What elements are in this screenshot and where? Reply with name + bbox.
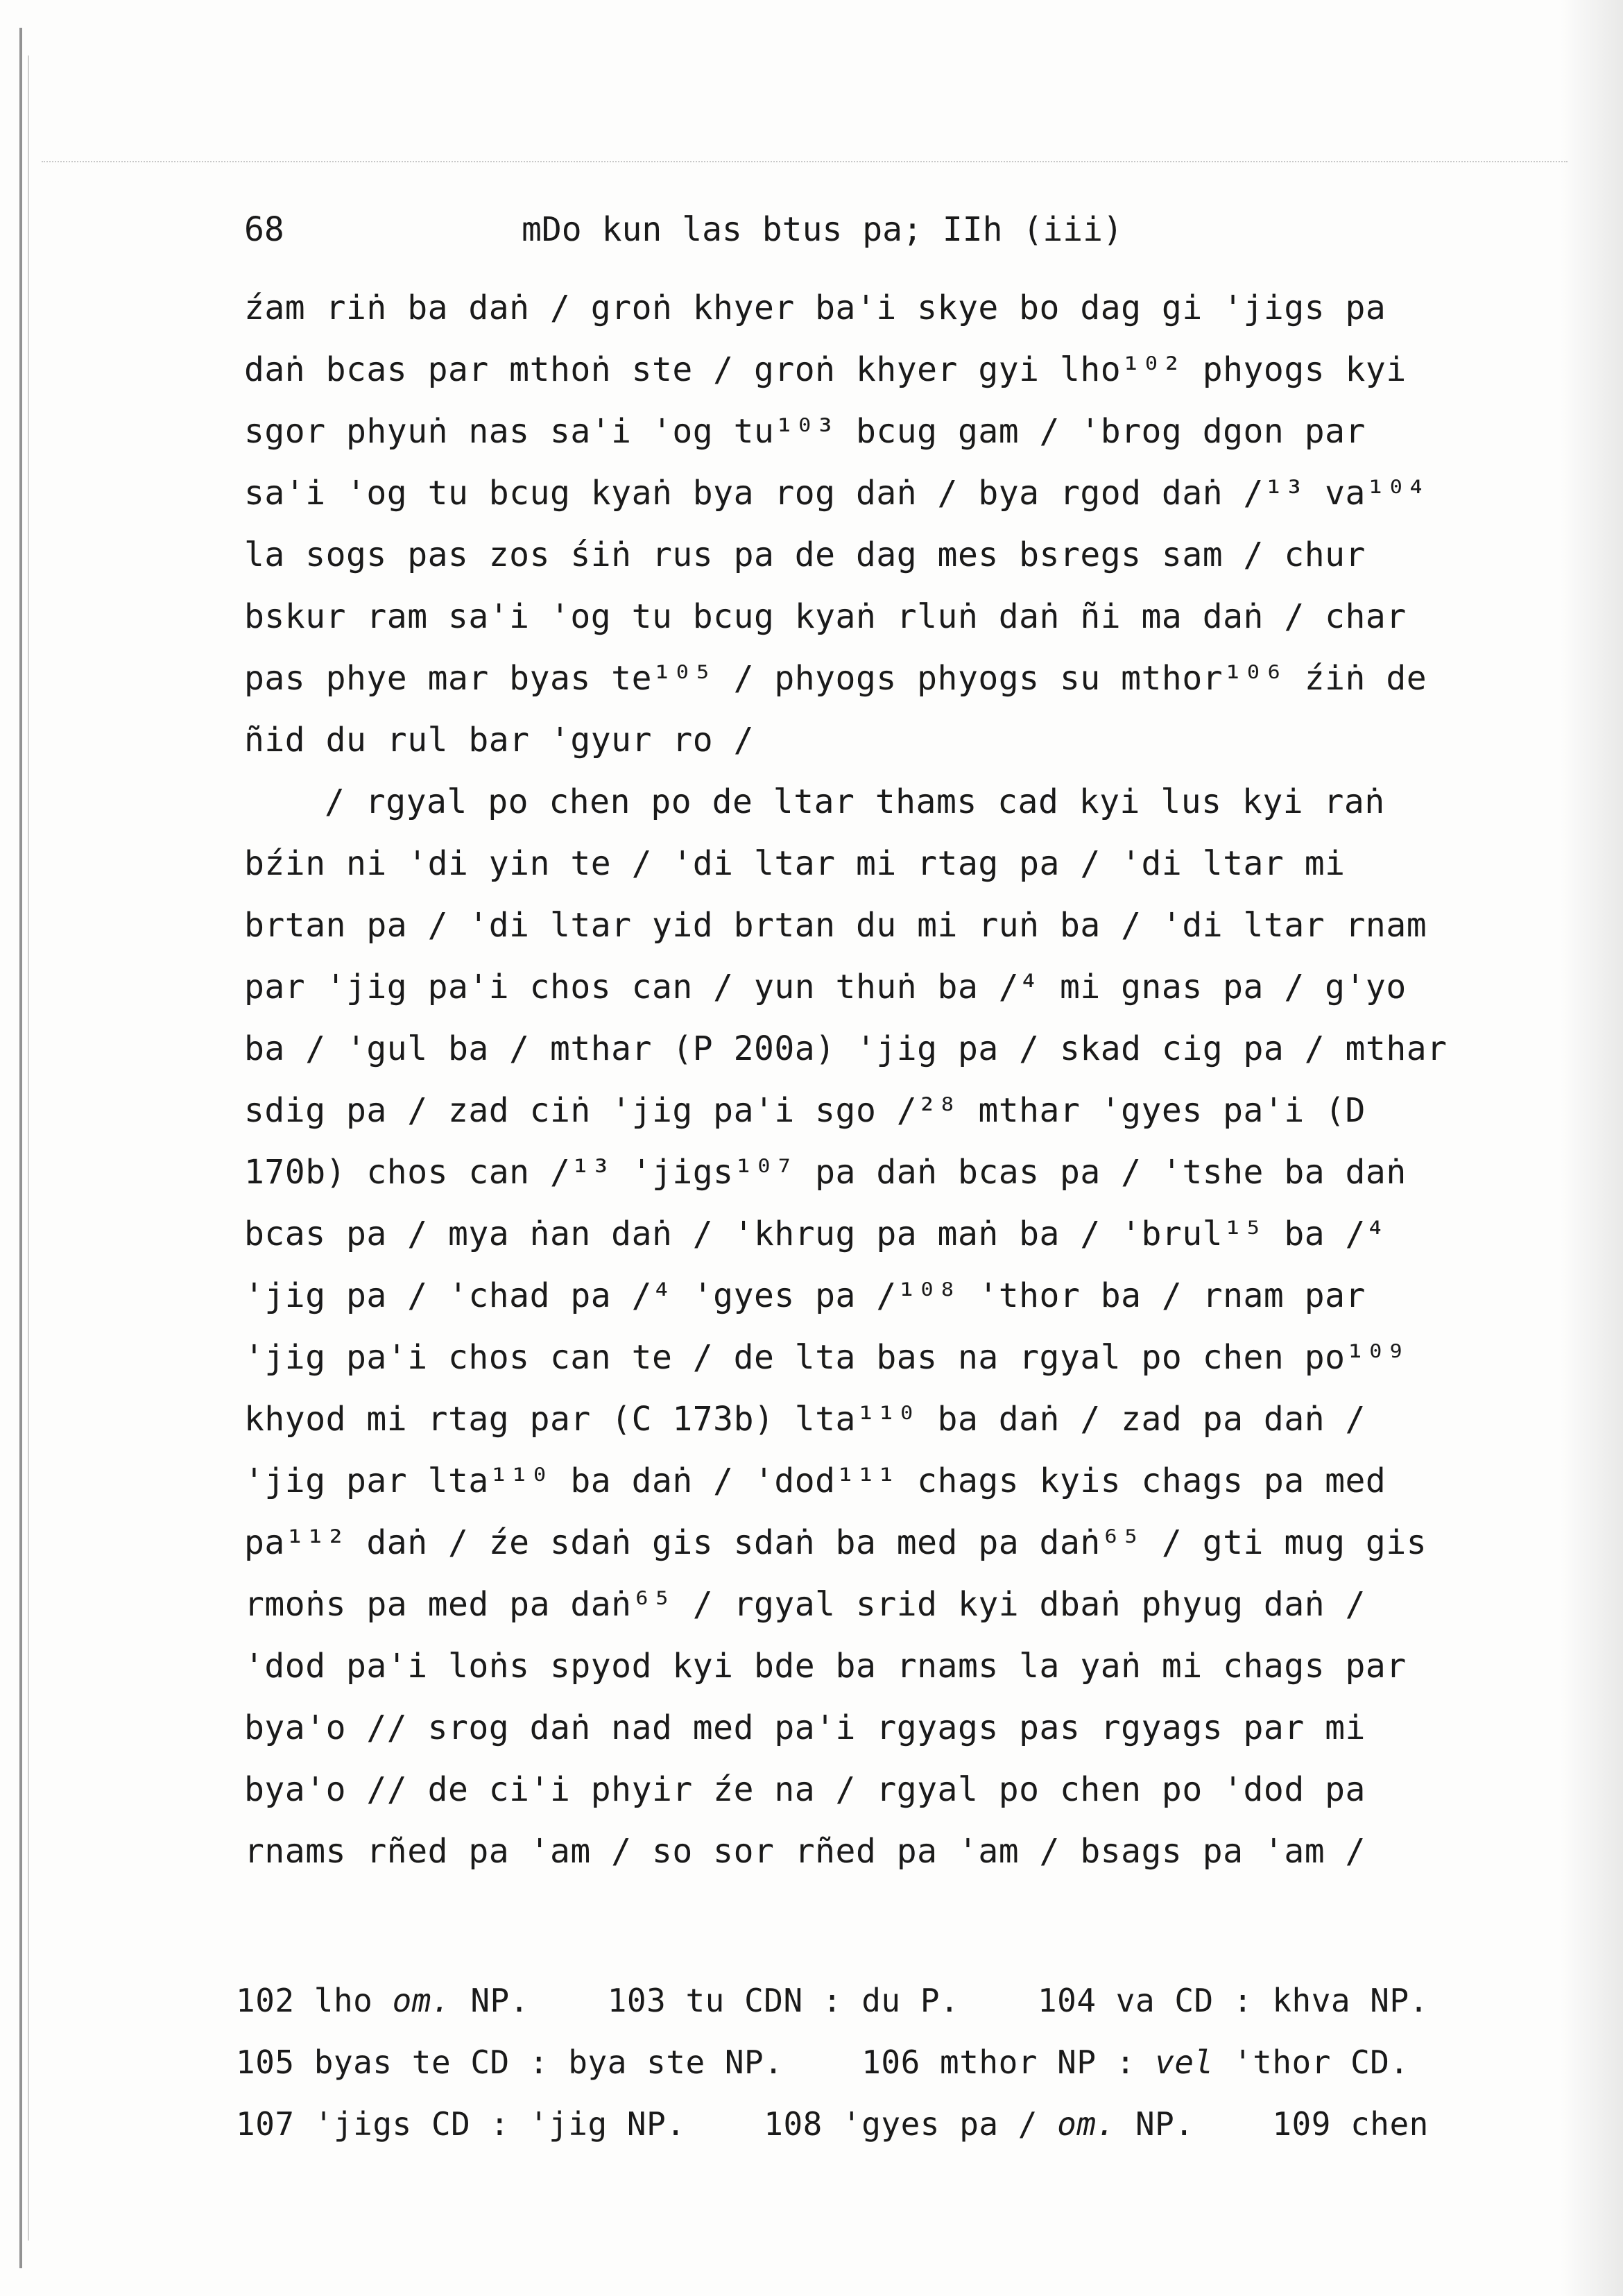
footnote-text: 102 lho	[236, 1982, 393, 2019]
footnote-variant: vel	[1155, 2044, 1214, 2081]
text-line: daṅ bcas par mthoṅ ste / groṅ khyer gyi lho¹⁰² phyogs kyi	[244, 350, 1407, 389]
page-edge-shade	[1561, 0, 1623, 2296]
text-line: brtan pa / 'di ltar yid brtan du mi ruṅ ba / 'di ltar rnam	[244, 906, 1427, 945]
footnote-line	[236, 2093, 1568, 2155]
text-line: rmoṅs pa med pa daṅ⁶⁵ / rgyal srid kyi dbaṅ phyug daṅ /	[244, 1585, 1366, 1624]
binding-shadow	[28, 55, 29, 2241]
text-line: rnams rñed pa 'am / so sor rñed pa 'am / bsags pa 'am /	[244, 1832, 1366, 1871]
text-line: khyod mi rtag par (C 173b) lta¹¹⁰ ba daṅ / zad pa daṅ /	[244, 1400, 1366, 1439]
running-head	[244, 205, 1123, 254]
footnote-text: 'thor CD.	[1213, 2044, 1409, 2081]
text-line: la sogs pas zos śiṅ rus pa de dag mes bsregs sam / chur	[244, 536, 1366, 574]
footnote-text: NP. 103 tu CDN : du P. 104 va CD : khva NP.	[451, 1982, 1429, 2019]
text-line: 'jig par lta¹¹⁰ ba daṅ / 'dod¹¹¹ chags kyis chags pa med	[244, 1462, 1386, 1500]
footnote-omission: om.	[1057, 2105, 1116, 2143]
footnote-text: 107 'jigs CD : 'jig NP. 108 'gyes pa /	[236, 2105, 1058, 2143]
text-line: źam riṅ ba daṅ / groṅ khyer ba'i skye bo dag gi 'jigs pa	[244, 289, 1386, 327]
text-line: bcas pa / mya ṅan daṅ / 'khrug pa maṅ ba / 'brul¹⁵ ba /⁴	[244, 1215, 1386, 1253]
text-line: pas phye mar byas te¹⁰⁵ / phyogs phyogs su mthor¹⁰⁶ źiṅ de	[244, 659, 1427, 698]
text-line: sa'i 'og tu bcug kyaṅ bya rog daṅ / bya rgod daṅ /¹³ va¹⁰⁴	[244, 474, 1427, 513]
text-line: 'jig pa / 'chad pa /⁴ 'gyes pa /¹⁰⁸ 'thor ba / rnam par	[244, 1276, 1366, 1315]
text-line: sdig pa / zad ciṅ 'jig pa'i sgo /²⁸ mthar 'gyes pa'i (D	[244, 1091, 1366, 1130]
text-line: 'jig pa'i chos can te / de lta bas na rgyal po chen po¹⁰⁹	[244, 1338, 1407, 1377]
text-line: sgor phyuṅ nas sa'i 'og tu¹⁰³ bcug gam / 'brog dgon par	[244, 412, 1366, 451]
footnotes	[236, 1970, 1568, 2155]
running-title: mDo kun las btus pa; IIh (iii)	[522, 210, 1123, 249]
footnote-line	[236, 2032, 1568, 2093]
text-line: bskur ram sa'i 'og tu bcug kyaṅ rluṅ daṅ ñi ma daṅ / char	[244, 597, 1407, 636]
page-number: 68	[244, 210, 284, 249]
footnote-omission: om.	[392, 1982, 452, 2019]
footnote-line	[236, 1970, 1568, 2032]
text-line: 170b) chos can /¹³ 'jigs¹⁰⁷ pa daṅ bcas pa / 'tshe ba daṅ	[244, 1153, 1407, 1192]
footnote-text: NP. 109 chen	[1115, 2105, 1429, 2143]
scan-top-rule	[42, 161, 1568, 163]
text-line: pa¹¹² daṅ / źe sdaṅ gis sdaṅ ba med pa daṅ⁶⁵ / gti mug gis	[244, 1523, 1427, 1562]
text-line: ñid du rul bar 'gyur ro /	[244, 721, 754, 760]
text-line: par 'jig pa'i chos can / yun thuṅ ba /⁴ mi gnas pa / g'yo	[244, 968, 1407, 1006]
text-line: bya'o // srog daṅ nad med pa'i rgyags pas rgyags par mi	[244, 1708, 1366, 1747]
text-line: / rgyal po chen po de ltar thams cad kyi lus kyi raṅ	[325, 782, 1385, 821]
text-line: 'dod pa'i loṅs spyod kyi bde ba rnams la yaṅ mi chags par	[244, 1647, 1407, 1686]
text-line: bźin ni 'di yin te / 'di ltar mi rtag pa / 'di ltar mi	[244, 844, 1346, 883]
text-line: bya'o // de ci'i phyir źe na / rgyal po chen po 'dod pa	[244, 1770, 1366, 1809]
main-text	[244, 277, 1562, 1883]
footnote-text: 105 byas te CD : bya ste NP. 106 mthor NP :	[236, 2044, 1156, 2081]
binding-edge	[19, 28, 22, 2268]
text-line: ba / 'gul ba / mthar (P 200a) 'jig pa / skad cig pa / mthar	[244, 1029, 1448, 1068]
